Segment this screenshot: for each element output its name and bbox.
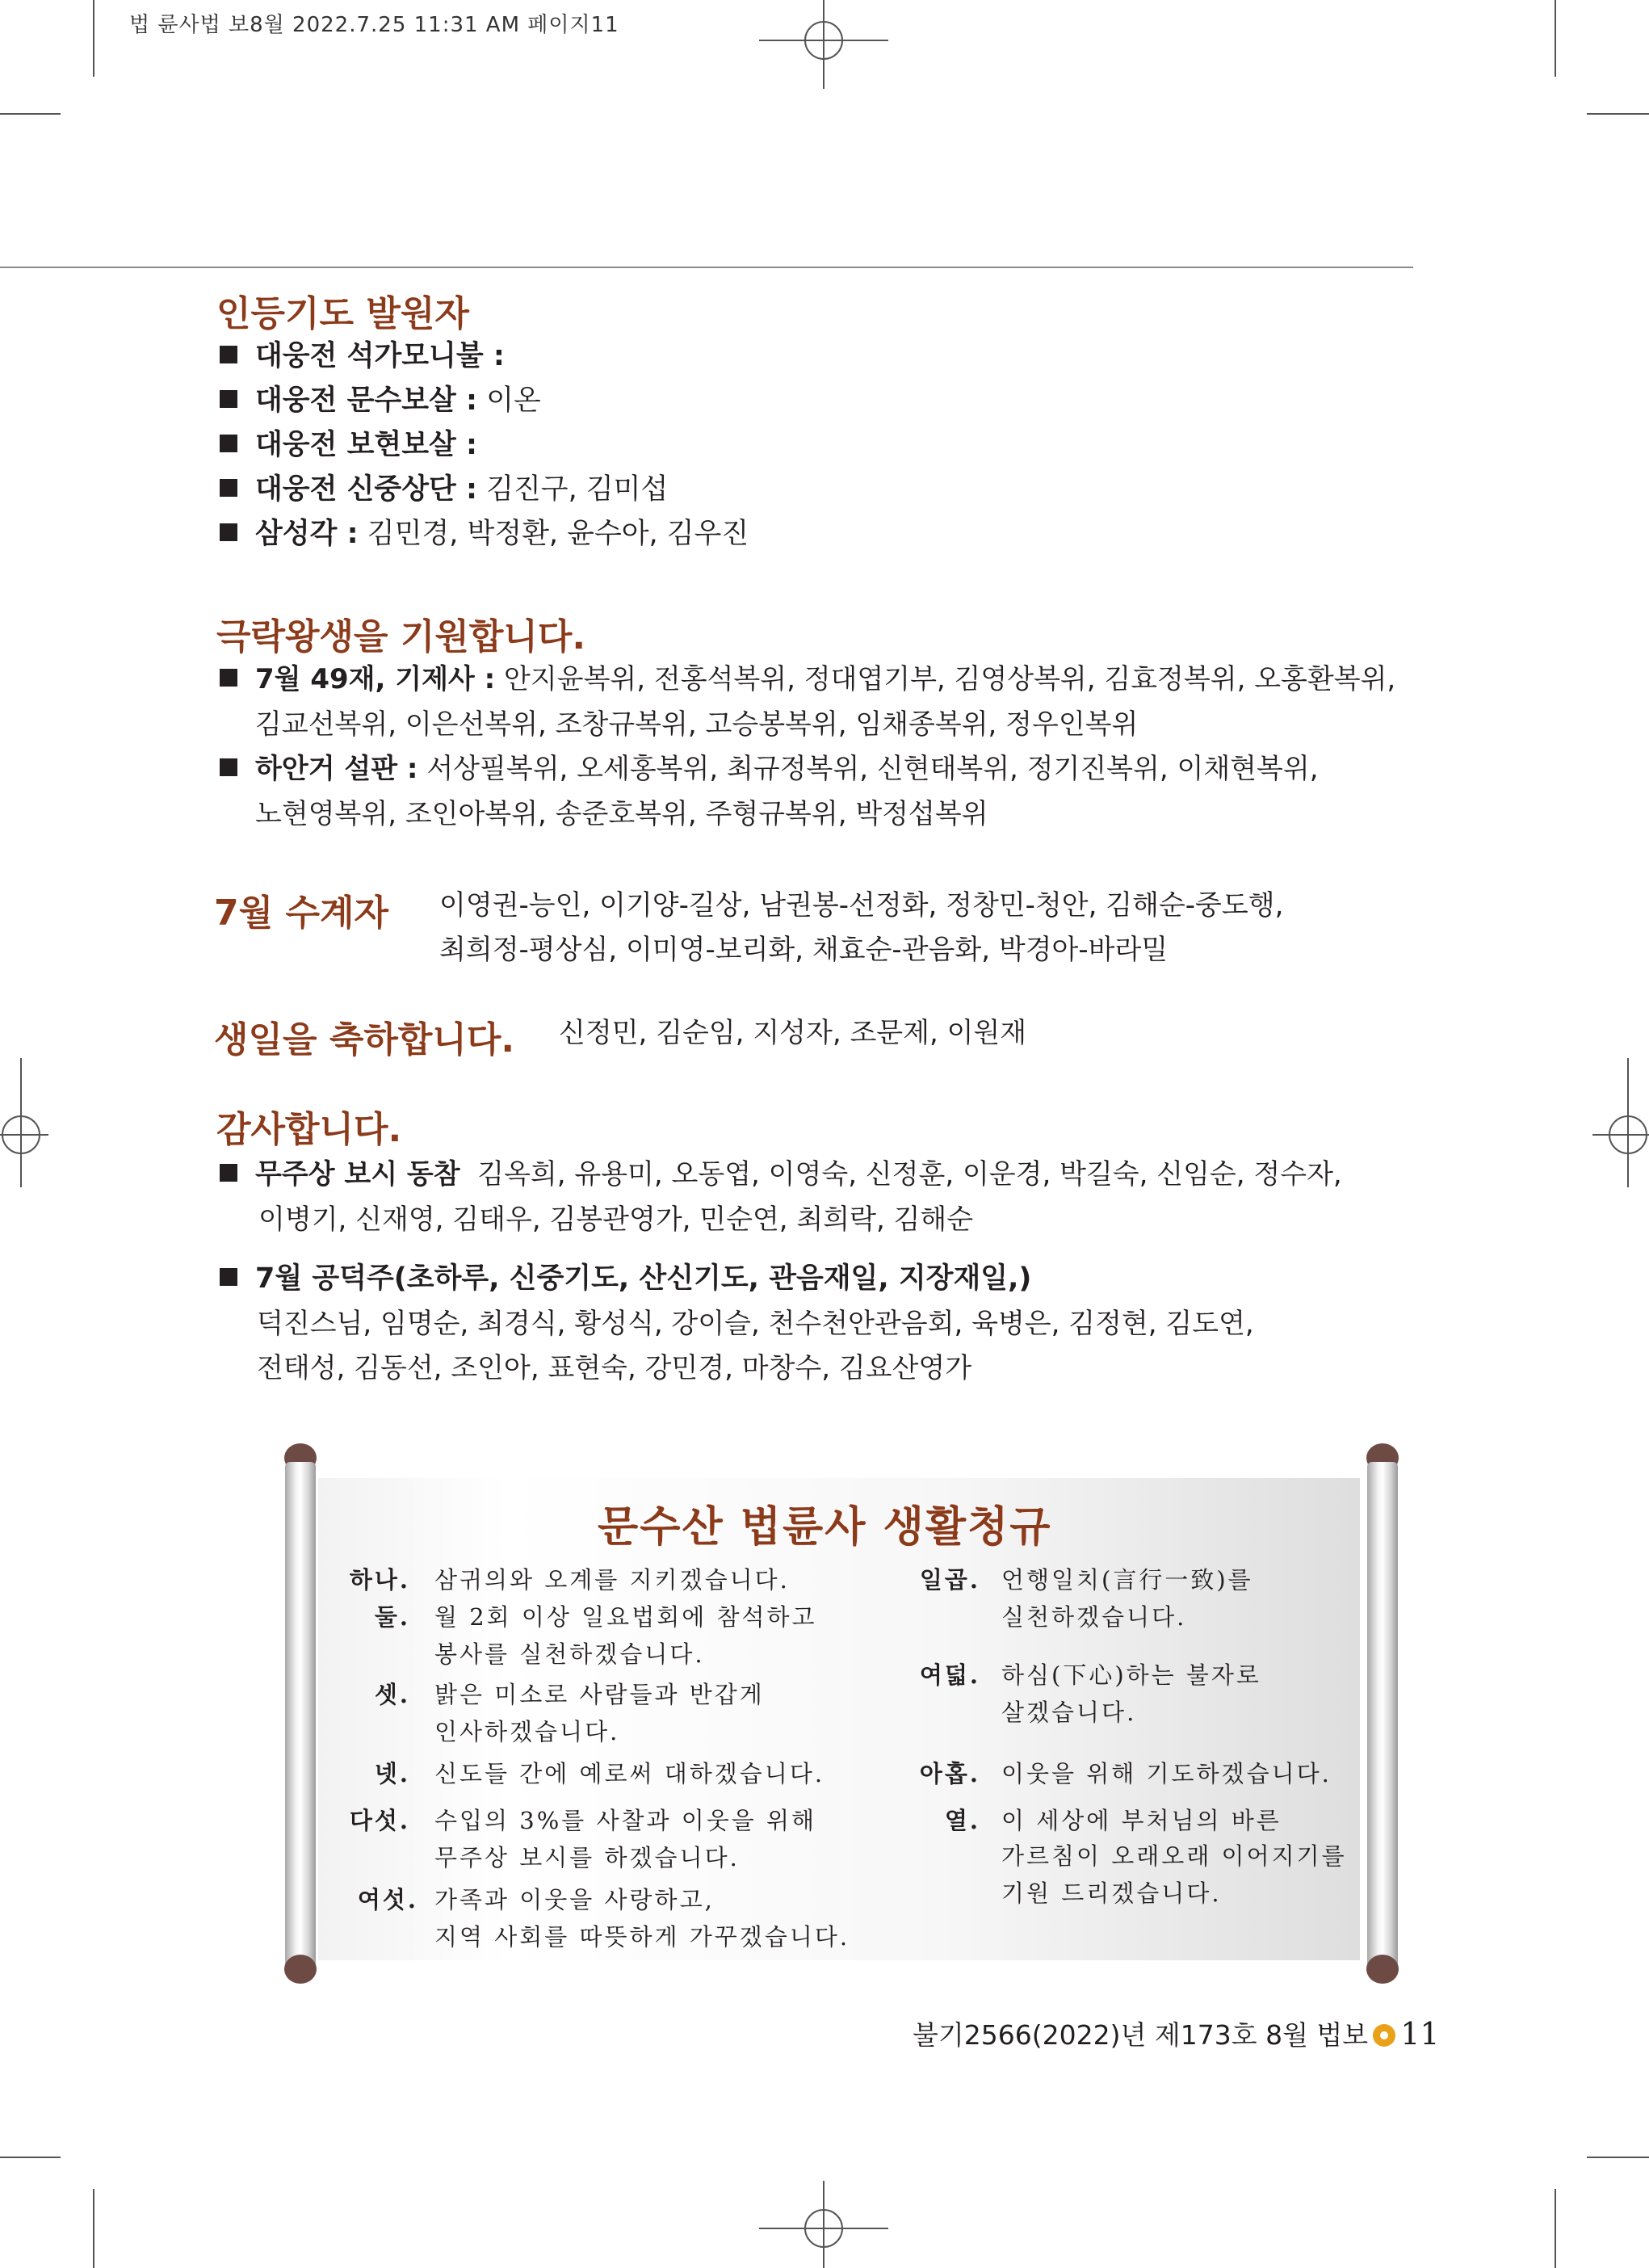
list-item: 무주상 보시 동참 김옥희, 유용미, 오동엽, 이영숙, 신정훈, 이운경, 박길숙, 신임순, 정수자, [220,1161,1342,1188]
list-item-continuation: 노현영복위, 조인아복위, 송준호복위, 주형규복위, 박정섭복위 [255,798,988,830]
rule-number: 다섯. [349,1807,410,1834]
crop-mark [1587,2157,1649,2158]
rule-text: 가족과 이웃을 사랑하고, [434,1886,715,1913]
rule-number: 일곱. [919,1566,980,1594]
list-item-continuation: 김교선복위, 이은선복위, 조창규복위, 고승봉복위, 임채종복위, 정우인복위 [255,708,1139,741]
bullet-icon [220,669,237,687]
rule-text: 가르침이 오래오래 이어지기를 [1001,1842,1347,1870]
birthday-names: 신정민, 김순임, 지성자, 조문제, 이원재 [559,1017,1027,1049]
rule-text: 수입의 3%를 사찰과 이웃을 위해 [434,1807,817,1834]
rule-number: 아홉. [919,1760,980,1787]
rule-number: 넷. [374,1760,410,1787]
crop-mark [0,113,61,115]
crop-mark [1555,2189,1556,2268]
rule-text: 이 세상에 부처님의 바른 [1001,1807,1282,1834]
list-item: 7월 49재, 기제사 : 안지윤복위, 전홍석복위, 정대엽기부, 김영상복위, 김효정복위, 오홍환복위, [220,666,1395,693]
rule-text: 신도들 간에 예로써 대하겠습니다. [434,1760,825,1787]
rule-text: 살겠습니다. [1001,1699,1137,1726]
crop-mark [1555,0,1556,77]
scroll-knob [284,1955,317,1984]
bullet-icon [220,479,237,497]
list-item-continuation: 덕진스님, 임명순, 최경식, 황성식, 강이슬, 천수천안관음회, 육병은, 김정현, 김도연, [257,1308,1254,1340]
rule-text: 기원 드리겠습니다. [1001,1880,1222,1907]
bullet-icon [220,1164,237,1182]
list-item-continuation: 이병기, 신재영, 김태우, 김봉관영가, 민순연, 최희락, 김해순 [258,1203,974,1236]
dharma-wheel-icon [1373,2024,1395,2047]
precepts-line: 최희정-평상심, 이미영-보리화, 채효순-관음화, 박경아-바라밀 [439,934,1169,966]
bullet-icon [220,346,237,363]
precepts-line: 이영권-능인, 이기양-길상, 남권봉-선정화, 정창민-청안, 김해순-중도행, [439,889,1284,922]
crop-mark [93,0,94,77]
rule-text: 언행일치(言行一致)를 [1001,1566,1253,1594]
rule-number: 하나. [349,1566,410,1594]
rule-text: 무주상 보시를 하겠습니다. [434,1844,740,1871]
scroll-knob [1366,1955,1399,1984]
bullet-icon [220,1268,237,1286]
rule-number: 여덟. [919,1661,980,1689]
rule-number: 열. [944,1807,980,1834]
rule-text: 밝은 미소로 사람들과 반갑게 [434,1681,765,1708]
list-item: 대웅전 신중상단 : 김진구, 김미섭 [220,476,668,504]
top-rule [0,267,1413,268]
rule-text: 이웃을 위해 기도하겠습니다. [1001,1760,1332,1787]
crop-mark [93,2189,94,2268]
rule-text: 지역 사회를 따뜻하게 가꾸겠습니다. [434,1923,850,1951]
section-title-lantern: 인등기도 발원자 [216,293,469,334]
list-item: 대웅전 석가모니불 : [220,342,505,371]
scroll-rod-right [1367,1462,1398,1971]
list-item: 대웅전 보현보살 : [220,431,477,460]
bullet-icon [220,390,237,408]
list-item-continuation: 전태성, 김동선, 조인아, 표현숙, 강민경, 마창수, 김요산영가 [257,1352,972,1384]
list-item: 하안거 설판 : 서상필복위, 오세홍복위, 최규정복위, 신현태복위, 정기진복위, 이채현복위, [220,755,1319,783]
crop-mark [1587,113,1649,115]
bullet-icon [220,523,237,541]
page-footer [913,2014,1440,2052]
bullet-icon [220,758,237,776]
footer-text: 불기2566(2022)년 제173호 8월 법보 [913,2019,1369,2051]
list-item: 대웅전 문수보살 : 이온 [220,387,541,415]
scroll-title: 문수산 법륜사 생활청규 [598,1503,1052,1552]
rule-text: 실천하겠습니다. [1001,1603,1187,1631]
list-item: 삼성각 : 김민경, 박정환, 윤수아, 김우진 [220,520,749,548]
section-title-thanks: 감사합니다. [216,1109,402,1150]
rule-text: 삼귀의와 오계를 지키겠습니다. [434,1566,790,1594]
section-title-rebirth: 극락왕생을 기원합니다. [216,616,586,657]
rule-number: 둘. [374,1603,410,1631]
rule-number: 여섯. [357,1886,418,1913]
crop-mark [0,2157,61,2158]
scroll-rod-left [285,1462,316,1971]
rule-text: 하심(下心)하는 불자로 [1001,1661,1261,1689]
rule-text: 인사하겠습니다. [434,1718,620,1745]
rule-number: 셋. [374,1681,410,1708]
list-item: 7월 공덕주(초하루, 신중기도, 산신기도, 관음재일, 지장재일,) [220,1265,1031,1293]
section-title-precepts: 7월 수계자 [214,892,388,934]
rule-text: 월 2회 이상 일요법회에 참석하고 [434,1603,817,1631]
section-title-birthday: 생일을 축하합니다. [214,1019,515,1060]
rule-text: 봉사를 실천하겠습니다. [434,1640,705,1668]
page-number: 11 [1400,2016,1440,2052]
bullet-icon [220,435,237,452]
print-header: 법 륜사법 보8월 2022.7.25 11:31 AM 페이지11 [129,13,619,37]
